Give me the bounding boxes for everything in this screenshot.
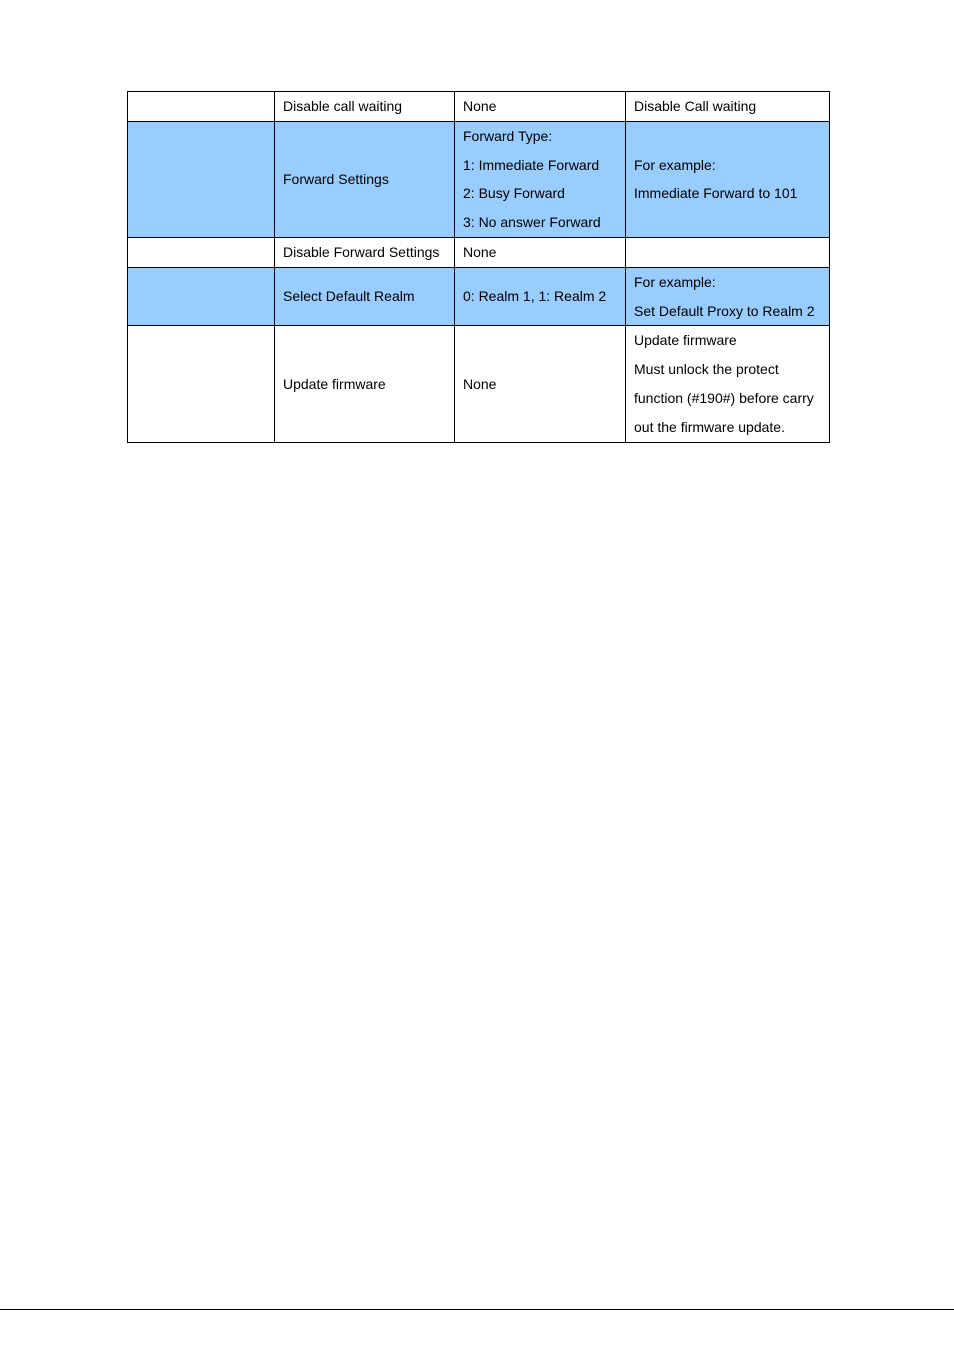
- parameter-line: None: [463, 375, 497, 392]
- parameter-line: None: [463, 243, 497, 260]
- table-row: [128, 121, 830, 237]
- parameter-line: 0: Realm 1, 1: Realm 2: [463, 288, 607, 305]
- description-line: out the firmware update.: [634, 418, 785, 435]
- description-line: For example:: [634, 156, 716, 173]
- function-cell: Disable call waiting: [275, 92, 455, 122]
- code-cell: [128, 92, 275, 122]
- parameter-cell: [455, 92, 626, 122]
- description-cell: [626, 237, 830, 267]
- parameter-cell: [455, 267, 626, 326]
- function-cell: Forward Settings: [275, 121, 455, 237]
- description-cell: [626, 92, 830, 122]
- footer-divider: [0, 1309, 954, 1310]
- description-cell: [626, 326, 830, 442]
- description-line: Must unlock the protect: [634, 361, 779, 378]
- parameter-line: None: [463, 98, 497, 114]
- parameter-cell: [455, 326, 626, 442]
- code-cell: [128, 121, 275, 237]
- parameter-line: 2: Busy Forward: [463, 185, 565, 202]
- description-line: function (#190#) before carry: [634, 389, 814, 406]
- description-cell: [626, 267, 830, 326]
- function-cell: Update firmware: [275, 326, 455, 442]
- description-line: Disable Call waiting: [634, 98, 757, 114]
- parameter-line: 1: Immediate Forward: [463, 156, 600, 173]
- description-cell: [626, 121, 830, 237]
- code-cell: [128, 237, 275, 267]
- description-line: Update firmware: [634, 332, 737, 349]
- parameter-line: Forward Type:: [463, 127, 553, 144]
- code-cell: [128, 267, 275, 326]
- code-cell: [128, 326, 275, 442]
- table-row: [128, 92, 830, 122]
- table-row: [128, 267, 830, 326]
- table-row: [128, 237, 830, 267]
- description-line: Immediate Forward to 101: [634, 185, 798, 202]
- table-row: [128, 326, 830, 442]
- parameter-cell: [455, 237, 626, 267]
- description-line: Set Default Proxy to Realm 2: [634, 302, 815, 319]
- parameter-line: 3: No answer Forward: [463, 214, 601, 231]
- function-cell: Select Default Realm: [275, 267, 455, 326]
- description-line: For example:: [634, 273, 716, 290]
- function-cell: Disable Forward Settings: [275, 237, 455, 267]
- feature-code-table: [127, 91, 830, 443]
- parameter-cell: [455, 121, 626, 237]
